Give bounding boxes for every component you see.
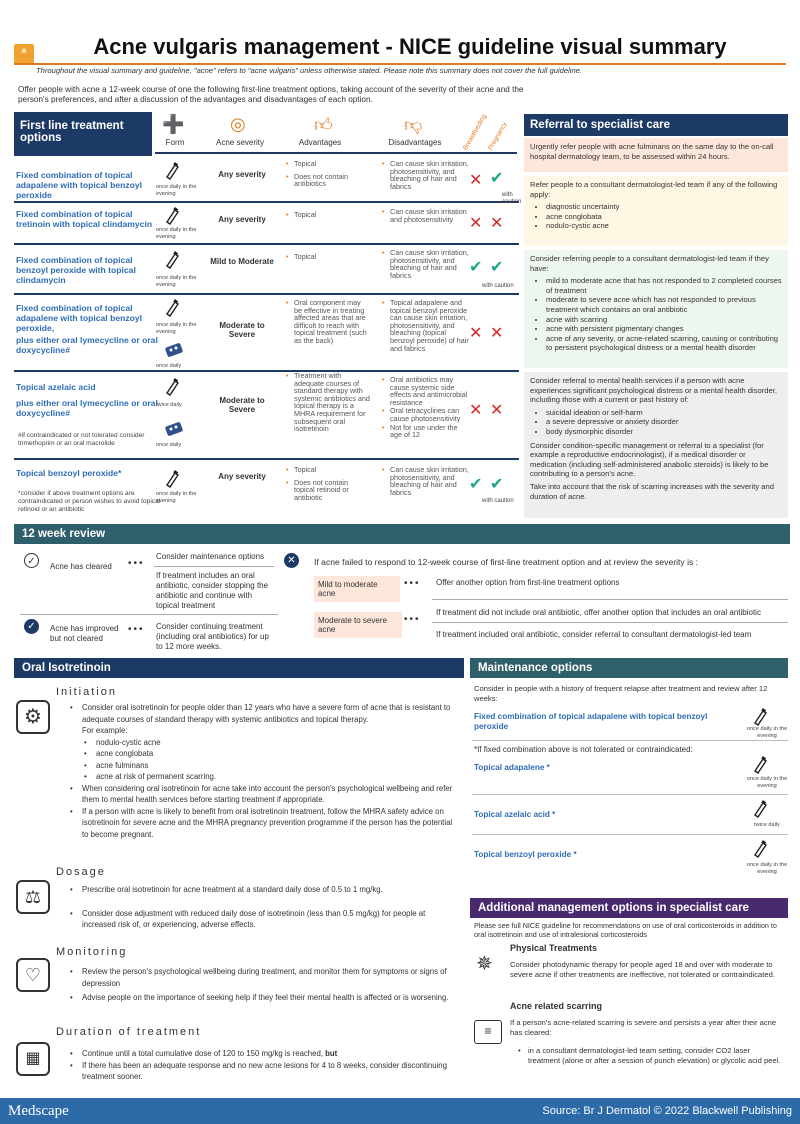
mental-intro: Consider referral to mental health services if a person with acne experiences significant psychological distress or a mental health disorder, including those with a current or past history of: <box>530 376 777 405</box>
form-label: once daily in the evening <box>746 726 788 739</box>
pill-pack-icon <box>164 420 184 438</box>
list-item: • diagnostic uncertainty <box>546 202 782 212</box>
treatment-name: Fixed combination of topical adapalene with topical benzoyl peroxide, <box>16 303 143 333</box>
list-item: • Prescribe oral isotretinoin for acne treatment at a standard daily dose of 0.5 to 1 mg/kg. <box>70 884 460 896</box>
severity-label: Moderate to Severe <box>219 396 265 414</box>
list-item: • acne of any severity, or acne-related scarring, causing or contributing to persistent psychological distress or a mental health disorder <box>546 334 782 353</box>
check-circle-icon: ✓ <box>24 553 39 568</box>
disadvantage-item: • Not for use under the age of 12 <box>382 424 470 439</box>
divider <box>472 794 788 795</box>
divider <box>472 834 788 835</box>
pill-pack-icon <box>164 341 184 359</box>
duration-heading: Duration of treatment <box>56 1026 202 1038</box>
mild-label: Mild to moderate acne <box>314 576 400 602</box>
severity-label: Mild to Moderate <box>210 257 274 266</box>
divider <box>432 599 788 600</box>
failed-text: If acne failed to respond to 12-week course of first-line treatment option and at review the severity is : <box>314 557 699 567</box>
scale-icon: ⚖ <box>16 880 50 914</box>
condition-text: Consider condition-specific management or referral to a specialist (for example a reproductive endocrinologist), if a medical disorder or medication (including self-administered anabolic steroids) is likely to be contributing to a person's acne. <box>530 440 769 479</box>
dots-connector: ••• <box>128 558 145 569</box>
check-icon: ✔ <box>490 259 504 276</box>
first-line-header: First line treatment options <box>14 112 152 156</box>
cream-tube-icon <box>752 800 768 818</box>
maintenance-header: Maintenance options <box>470 658 788 678</box>
but-text: but <box>325 1049 338 1058</box>
treatment-name-oral: plus either oral lymecycline or oral doxycycline# <box>16 335 158 355</box>
dots-connector: ••• <box>128 624 145 635</box>
additional-intro: Please see full NICE guideline for recommendations on use of oral corticosteroids in addition to oral isotretinoin and use of intralesional corticosteroids <box>474 921 777 939</box>
maintenance-item-4: Topical benzoyl peroxide * <box>474 850 577 859</box>
list-item: • acne conglobata <box>70 748 460 760</box>
consider-intro: Consider referring people to a consultant dermatologist-led team if they have: <box>530 254 769 273</box>
laser-device-icon: ≡ <box>474 1020 502 1044</box>
maintenance-item-3: Topical azelaic acid * <box>474 810 556 819</box>
calendar-icon: ▦ <box>16 1042 50 1076</box>
advantage-item: • Treatment with adequate courses of standard therapy with systemic antibiotics and topical therapy is a MHRA requirement for subsequent oral isotretinoin <box>286 372 370 433</box>
col-advantages: Advantages <box>298 138 342 147</box>
asterisk-logo-icon: * <box>14 44 34 64</box>
col-pregnancy: Pregnancy <box>487 121 509 152</box>
page-title: Acne vulgaris management - NICE guideline visual summary <box>93 34 727 59</box>
cream-tube-icon <box>164 299 180 317</box>
scarring-item-text: in a consultant dermatologist-led team setting, consider CO2 laser treatment (alone or after a session of punch elevation) or glycolic acid peel. <box>528 1046 781 1065</box>
divider <box>472 740 788 741</box>
mental-health-box <box>524 372 788 518</box>
acne-improved-label: Acne has improved but not cleared <box>50 624 119 643</box>
refer-box <box>524 176 788 246</box>
table-row <box>14 156 522 205</box>
col-breastfeeding: Breastfeeding <box>462 113 489 152</box>
table-row <box>14 295 519 372</box>
severe-action-1: If treatment did not include oral antibiotic, offer another option that includes an oral antibiotic <box>436 608 761 617</box>
list-item: • When considering oral isotretinoin for acne take into account the person's psychological wellbeing and refer them to mental health services before starting treatment if appropriate. <box>70 783 460 806</box>
physical-text: Consider photodynamic therapy for people aged 18 and over with moderate to severe acne if other treatments are ineffective, not tolerated or contraindicated. <box>510 960 775 979</box>
table-row <box>14 372 519 460</box>
advantage-item: • Topical <box>286 211 370 219</box>
cross-icon: ✕ <box>469 172 483 189</box>
dots-connector: ••• <box>404 614 421 625</box>
table-row <box>14 460 519 518</box>
dots-connector: ••• <box>404 578 421 589</box>
list-item: • Advise people on the importance of seeking help if they feel their mental health is affected or is worsening. <box>70 992 460 1004</box>
scarring-title: Acne related scarring <box>510 1001 603 1011</box>
maintenance-intro: Consider in people with a history of frequent relapse after treatment and review after 12 weeks: <box>474 684 768 703</box>
list-item: • acne at risk of permanent scarring. <box>70 771 460 783</box>
caution-label: with caution <box>482 498 514 504</box>
treatment-name: Topical azelaic acid <box>16 382 96 392</box>
form-label: once daily in the evening <box>156 227 197 240</box>
caution-label: with caution <box>502 192 522 205</box>
cream-tube-icon <box>164 207 180 225</box>
list-item: • a severe depressive or anxiety disorder <box>546 417 782 427</box>
isotretinoin-header: Oral Isotretinoin <box>14 658 464 678</box>
maintenance-alt: *If fixed combination above is not tolerated or contraindicated: <box>474 745 693 754</box>
initiation-list <box>70 702 460 840</box>
example-label: For example: <box>82 726 128 735</box>
advantage-item: • Does not contain topical retinoid or antibiotic <box>286 479 370 502</box>
cross-icon: ✕ <box>490 215 504 232</box>
dosage-list <box>70 884 460 931</box>
dosage-heading: Dosage <box>56 866 106 878</box>
list-item: • moderate to severe acne which has not responded to previous treatment which contains an oral antibiotic <box>546 295 782 314</box>
review-header: 12 week review <box>14 524 790 544</box>
cream-tube-icon <box>752 840 768 858</box>
treatment-name: Fixed combination of topical adapalene with topical benzoyl peroxide <box>16 170 143 200</box>
monitoring-list <box>70 966 460 1004</box>
acne-cleared-label: Acne has cleared <box>50 562 112 571</box>
cream-tube-icon <box>752 708 768 726</box>
list-item: • acne fulminans <box>70 760 460 772</box>
list-item: • mild to moderate acne that has not responded to 2 completed courses of treatment <box>546 276 782 295</box>
cross-icon: ✕ <box>490 402 504 419</box>
disadvantage-item: • Can cause skin irritation, photosensitivity, and bleaching of hair and fabrics <box>382 466 470 496</box>
form-label: once daily <box>156 442 182 448</box>
disadvantage-item: • Can cause skin irritation, photosensitivity, and bleaching of hair and fabrics <box>382 249 470 279</box>
list-item: • acne with persistent pigmentary changes <box>546 324 782 334</box>
form-label: twice daily <box>156 402 182 408</box>
check-icon: ✔ <box>469 259 483 276</box>
form-label: once daily in the evening <box>746 776 788 789</box>
mild-action: Offer another option from first-line treatment options <box>436 578 620 587</box>
treatment-name: Fixed combination of topical benzoyl peroxide with topical clindamycin <box>16 255 136 285</box>
treatment-name: Fixed combination of topical tretinoin with topical clindamycin <box>16 209 153 229</box>
divider <box>432 622 788 623</box>
refer-intro: Refer people to a consultant dermatologist-led team if any of the following apply: <box>530 180 778 199</box>
footer-bar <box>0 1098 800 1124</box>
treatment-name: Topical benzoyl peroxide* <box>16 468 122 478</box>
continuing-text: Consider continuing treatment (including oral antibiotics) for up to 12 more weeks. <box>156 622 269 651</box>
source-text: Source: Br J Dermatol © 2022 Blackwell Publishing <box>542 1105 792 1117</box>
oral-stop-text: If treatment includes an oral antibiotic, consider stopping the antibiotic and continue with topical treatment <box>156 571 269 610</box>
maintenance-item-2: Topical adapalene * <box>474 763 550 772</box>
disadvantage-item: • Can cause skin irritation and photosensitivity <box>382 208 470 223</box>
first-aid-kit-icon: ➕ <box>162 114 185 134</box>
sunburst-icon: ✵ <box>476 953 493 975</box>
severity-label: Any severity <box>218 170 266 179</box>
form-label: once daily in the evening <box>156 275 197 288</box>
list-item: • If a person with acne is likely to benefit from oral isotretinoin treatment, follow the MHRA safety advice on isotretinoin for severe acne and the MHRA pregnancy prevention programme if the person has the potential to become pregnant. <box>70 806 460 841</box>
head-gears-icon: ⚙ <box>16 700 50 734</box>
list-item: • Consider oral isotretinoin for people older than 12 years who have a severe form of acne that is resistant to adequate courses of standard therapy with systemic antibiotics and topical therapy. <box>70 702 460 725</box>
disadvantage-item: • Topical adapalene and topical benzoyl peroxide can cause skin irritation, photosensitivity, and bleaching (topical benzoyl peroxide) of hair and fabrics <box>382 299 470 352</box>
list-item: • Consider dose adjustment with reduced daily dose of isotretinoin (less than 0.5 mg/kg) for people at increased risk of, or experiencing, adverse effects. <box>70 908 460 931</box>
cream-tube-icon <box>164 378 180 396</box>
list-item: • acne with scarring <box>546 315 782 325</box>
duration-text: Continue until a total cumulative dose of 120 to 150 mg/kg is reached, <box>82 1049 323 1058</box>
cross-icon: ✕ <box>469 215 483 232</box>
advantage-item: • Topical <box>286 466 370 474</box>
scarring-text: Take into account that the risk of scarring increases with the severity and duration of acne. <box>530 481 774 501</box>
form-label: once daily <box>156 363 182 369</box>
consider-referral-box <box>524 250 788 368</box>
physical-title: Physical Treatments <box>510 943 598 953</box>
check-icon: ✔ <box>490 476 504 493</box>
referral-header: Referral to specialist care <box>524 114 788 136</box>
caution-label: with caution <box>482 283 514 289</box>
duration-list <box>70 1048 460 1083</box>
maintenance-item-1: Fixed combination of topical adapalene with topical benzoyl peroxide <box>474 712 708 731</box>
advantage-item: • Topical <box>286 253 370 261</box>
form-label: once daily in the evening <box>156 184 197 197</box>
cross-circle-icon: ✕ <box>284 553 299 568</box>
advantage-item: • Does not contain antibiotics <box>286 173 370 188</box>
cross-icon: ✕ <box>469 402 483 419</box>
target-icon: ◎ <box>230 114 246 134</box>
list-item: • body dysmorphic disorder <box>546 427 782 437</box>
table-header-rule <box>155 152 517 154</box>
thumbs-down-icon: 👎︎ <box>404 115 423 135</box>
footnote: #if contraindicated or not tolerated consider trimethoprim or an oral macrolide <box>18 432 145 447</box>
monitor-heart-icon: ♡ <box>16 958 50 992</box>
disadvantage-item: • Can cause skin irritation, photosensitivity, and bleaching of hair and fabrics <box>382 160 470 190</box>
severe-action-2: If treatment included oral antibiotic, consider referral to consultant dermatologist-led team <box>436 630 752 639</box>
monitoring-heading: Monitoring <box>56 946 128 958</box>
col-disadvantages: Disadvantages <box>388 138 442 147</box>
advantage-item: • Topical <box>286 160 370 168</box>
form-label: once daily in the evening <box>156 491 197 504</box>
cream-tube-icon <box>164 162 180 180</box>
advantage-item: • Oral component may be effective in treating affected areas that are difficult to reach with topical treatment (such as the back) <box>286 299 370 345</box>
form-label: once daily in the evening <box>156 322 197 335</box>
form-label: twice daily <box>754 822 780 828</box>
form-label: once daily in the evening <box>746 862 788 875</box>
cream-tube-icon <box>752 756 768 774</box>
urgent-referral-box <box>524 138 788 172</box>
check-icon: ✔ <box>469 476 483 493</box>
list-item: • nodulo-cystic acne <box>70 737 460 749</box>
list-item: • If there has been an adequate response and no new acne lesions for 4 to 8 weeks, consider discontinuing treatment sooner. <box>70 1060 460 1083</box>
table-row <box>14 245 519 295</box>
scarring-text: If a person's acne-related scarring is severe and persists a year after their acne has cleared: <box>510 1018 777 1037</box>
severity-label: Any severity <box>218 215 266 224</box>
severity-label: Moderate to Severe <box>219 321 265 339</box>
table-row <box>14 203 519 245</box>
urgent-referral-text: Urgently refer people with acne fulminans on the same day to the on-call hospital dermatology team, to be assessed within 24 hours. <box>530 142 774 161</box>
check-icon: ✔ <box>490 170 504 187</box>
disadvantage-item: • Oral tetracyclines can cause photosensitivity <box>382 407 470 422</box>
title-divider <box>14 63 786 65</box>
col-severity: Acne severity <box>215 138 265 147</box>
col-form: Form <box>165 138 185 147</box>
severity-label: Any severity <box>218 472 266 481</box>
list-item: • nodulo-cystic acne <box>546 221 782 231</box>
check-circle-filled-icon: ✓ <box>24 619 39 634</box>
list-item: • suicidal ideation or self-harm <box>546 408 782 418</box>
cream-tube-icon <box>164 251 180 269</box>
disadvantage-item: • Oral antibiotics may cause systemic side effects and antimicrobial resistance <box>382 376 470 406</box>
list-item: • Review the person's psychological wellbeing during treatment, and monitor them for symptoms or signs of depression <box>70 966 460 989</box>
initiation-heading: Initiation <box>56 686 117 698</box>
intro-text: Offer people with acne a 12-week course of one the following first-line treatment options, taking account of the severity of their acne and the person's preferences, and after a discussion of the advantages and disadvantages of each option. <box>18 85 524 104</box>
treatment-name-oral: plus either oral lymecycline or oral doxycycline# <box>16 398 158 418</box>
divider <box>154 566 274 567</box>
divider <box>20 614 278 615</box>
cross-icon: ✕ <box>490 325 504 342</box>
cream-tube-icon <box>164 470 180 488</box>
medscape-logo: Medscape <box>8 1103 69 1119</box>
cross-icon: ✕ <box>469 325 483 342</box>
list-item: • acne conglobata <box>546 212 782 222</box>
additional-header: Additional management options in specialist care <box>470 898 788 918</box>
thumbs-up-icon: 👍︎ <box>314 115 333 135</box>
scarring-item: • in a consultant dermatologist-led team setting, consider CO2 laser treatment (alone or after a session of punch elevation) or glycolic acid peel. <box>518 1046 781 1065</box>
severe-label: Moderate to severe acne <box>314 612 402 638</box>
page-subtitle: Throughout the visual summary and guideline, "acne" refers to "acne vulgaris" unless otherwise stated. Please note this summary does not cover the full guideline. <box>36 66 583 75</box>
footnote: *consider if above treatment options are contraindicated or person wishes to avoid topical retinoid or an antibiotic <box>18 490 161 513</box>
maintenance-text: Consider maintenance options <box>156 552 265 561</box>
